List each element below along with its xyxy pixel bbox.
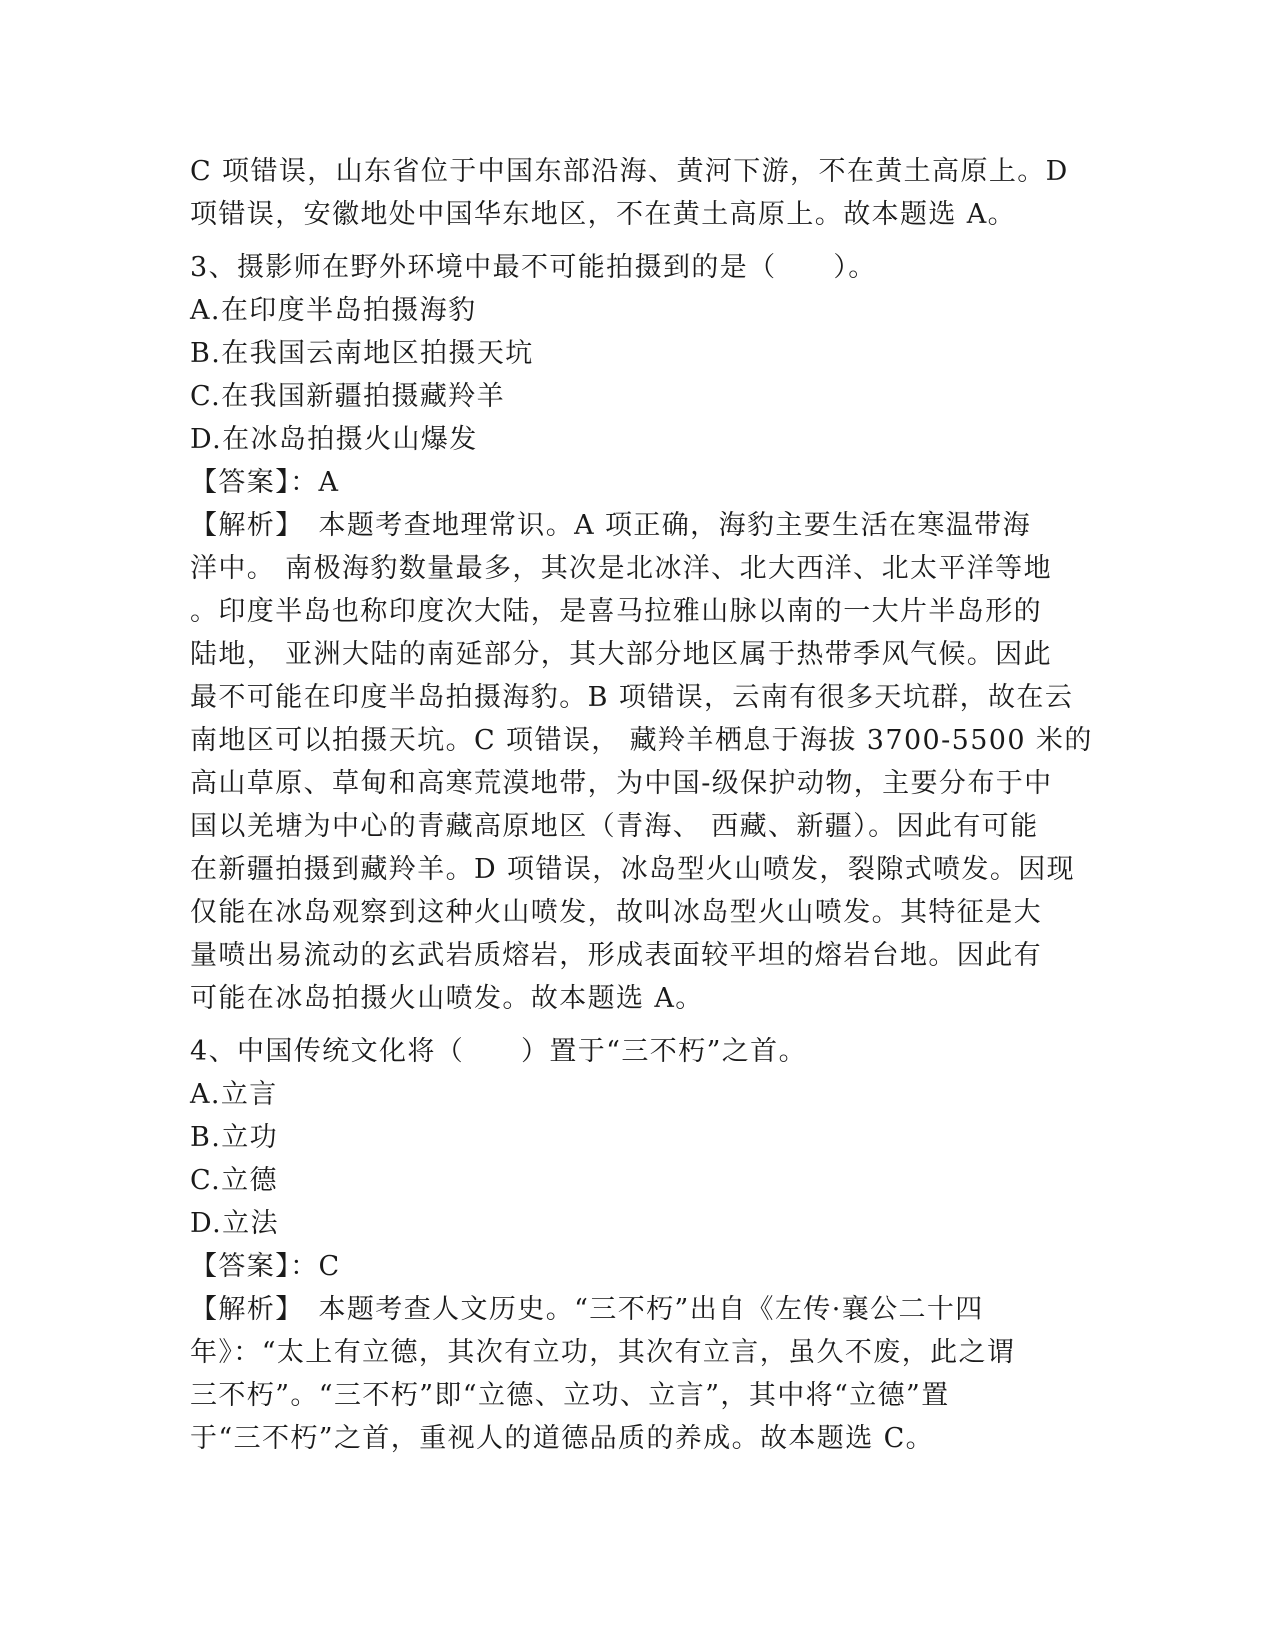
explanation-line: 高山草原、草甸和高寒荒漠地带，为中国-级保护动物，主要分布于中 — [190, 768, 1053, 799]
question-stem: 3、摄影师在野外环境中最不可能拍摄到的是（ ）。 — [190, 252, 877, 283]
option-c: C.在我国新疆拍摄藏羚羊 — [190, 381, 506, 412]
explanation-line: 项错误，安徽地处中国华东地区，不在黄土高原上。故本题选 A。 — [190, 199, 1017, 230]
explanation-line: 最不可能在印度半岛拍摄海豹。B 项错误，云南有很多天坑群，故在云 — [190, 682, 1074, 713]
question-4 — [190, 1030, 1090, 1460]
answer-line: 【答案】：A — [190, 467, 340, 498]
explanation-line: C 项错误，山东省位于中国东部沿海、黄河下游，不在黄土高原上。D — [190, 156, 1069, 187]
option-b: B.立功 — [190, 1122, 279, 1153]
option-a: A.在印度半岛拍摄海豹 — [190, 295, 477, 326]
explanation-line: 在新疆拍摄到藏羚羊。D 项错误，冰岛型火山喷发，裂隙式喷发。因现 — [190, 854, 1076, 885]
explanation-line: 【解析】 本题考查地理常识。A 项正确，海豹主要生活在寒温带海 — [190, 510, 1031, 541]
answer-line: 【答案】：C — [190, 1251, 341, 1282]
option-d: D.在冰岛拍摄火山爆发 — [190, 424, 478, 455]
explanation-line: 年》：“太上有立德，其次有立功，其次有立言，虽久不废，此之谓 — [190, 1337, 1016, 1368]
explanation-line: 量喷出易流动的玄武岩质熔岩，形成表面较平坦的熔岩台地。因此有 — [190, 940, 1042, 971]
explanation-line: 南地区可以拍摄天坑。C 项错误， 藏羚羊栖息于海拔 3700-5500 米的 — [190, 725, 1093, 756]
option-b: B.在我国云南地区拍摄天坑 — [190, 338, 534, 369]
explanation-line: 于“三不朽”之首，重视人的道德品质的养成。故本题选 C。 — [190, 1423, 935, 1454]
document-page — [190, 150, 1093, 1460]
explanation-line: 陆地， 亚洲大陆的南延部分，其大部分地区属于热带季风气候。因此 — [190, 639, 1052, 670]
question-3 — [190, 246, 1093, 1020]
explanation — [190, 1288, 1090, 1460]
explanation-line: 可能在冰岛拍摄火山喷发。故本题选 A。 — [190, 983, 704, 1014]
explanation-line: 。印度半岛也称印度次大陆，是喜马拉雅山脉以南的一大片半岛形的 — [190, 596, 1042, 627]
option-a: A.立言 — [190, 1079, 278, 1110]
explanation — [190, 504, 1093, 1020]
previous-explanation-tail — [190, 150, 1090, 236]
explanation-line: 仅能在冰岛观察到这种火山喷发，故叫冰岛型火山喷发。其特征是大 — [190, 897, 1042, 928]
option-c: C.立德 — [190, 1165, 278, 1196]
option-d: D.立法 — [190, 1208, 279, 1239]
explanation-line: 国以羌塘为中心的青藏高原地区（青海、 西藏、新疆）。因此有可能 — [190, 811, 1039, 842]
explanation-line: 【解析】 本题考查人文历史。“三不朽”出自《左传·襄公二十四 — [190, 1294, 984, 1325]
explanation-line: 三不朽”。“三不朽”即“立德、立功、立言”，其中将“立德”置 — [190, 1380, 950, 1411]
explanation-line: 洋中。 南极海豹数量最多，其次是北冰洋、北大西洋、北太平洋等地 — [190, 553, 1052, 584]
question-stem: 4、中国传统文化将（ ）置于“三不朽”之首。 — [190, 1036, 807, 1067]
